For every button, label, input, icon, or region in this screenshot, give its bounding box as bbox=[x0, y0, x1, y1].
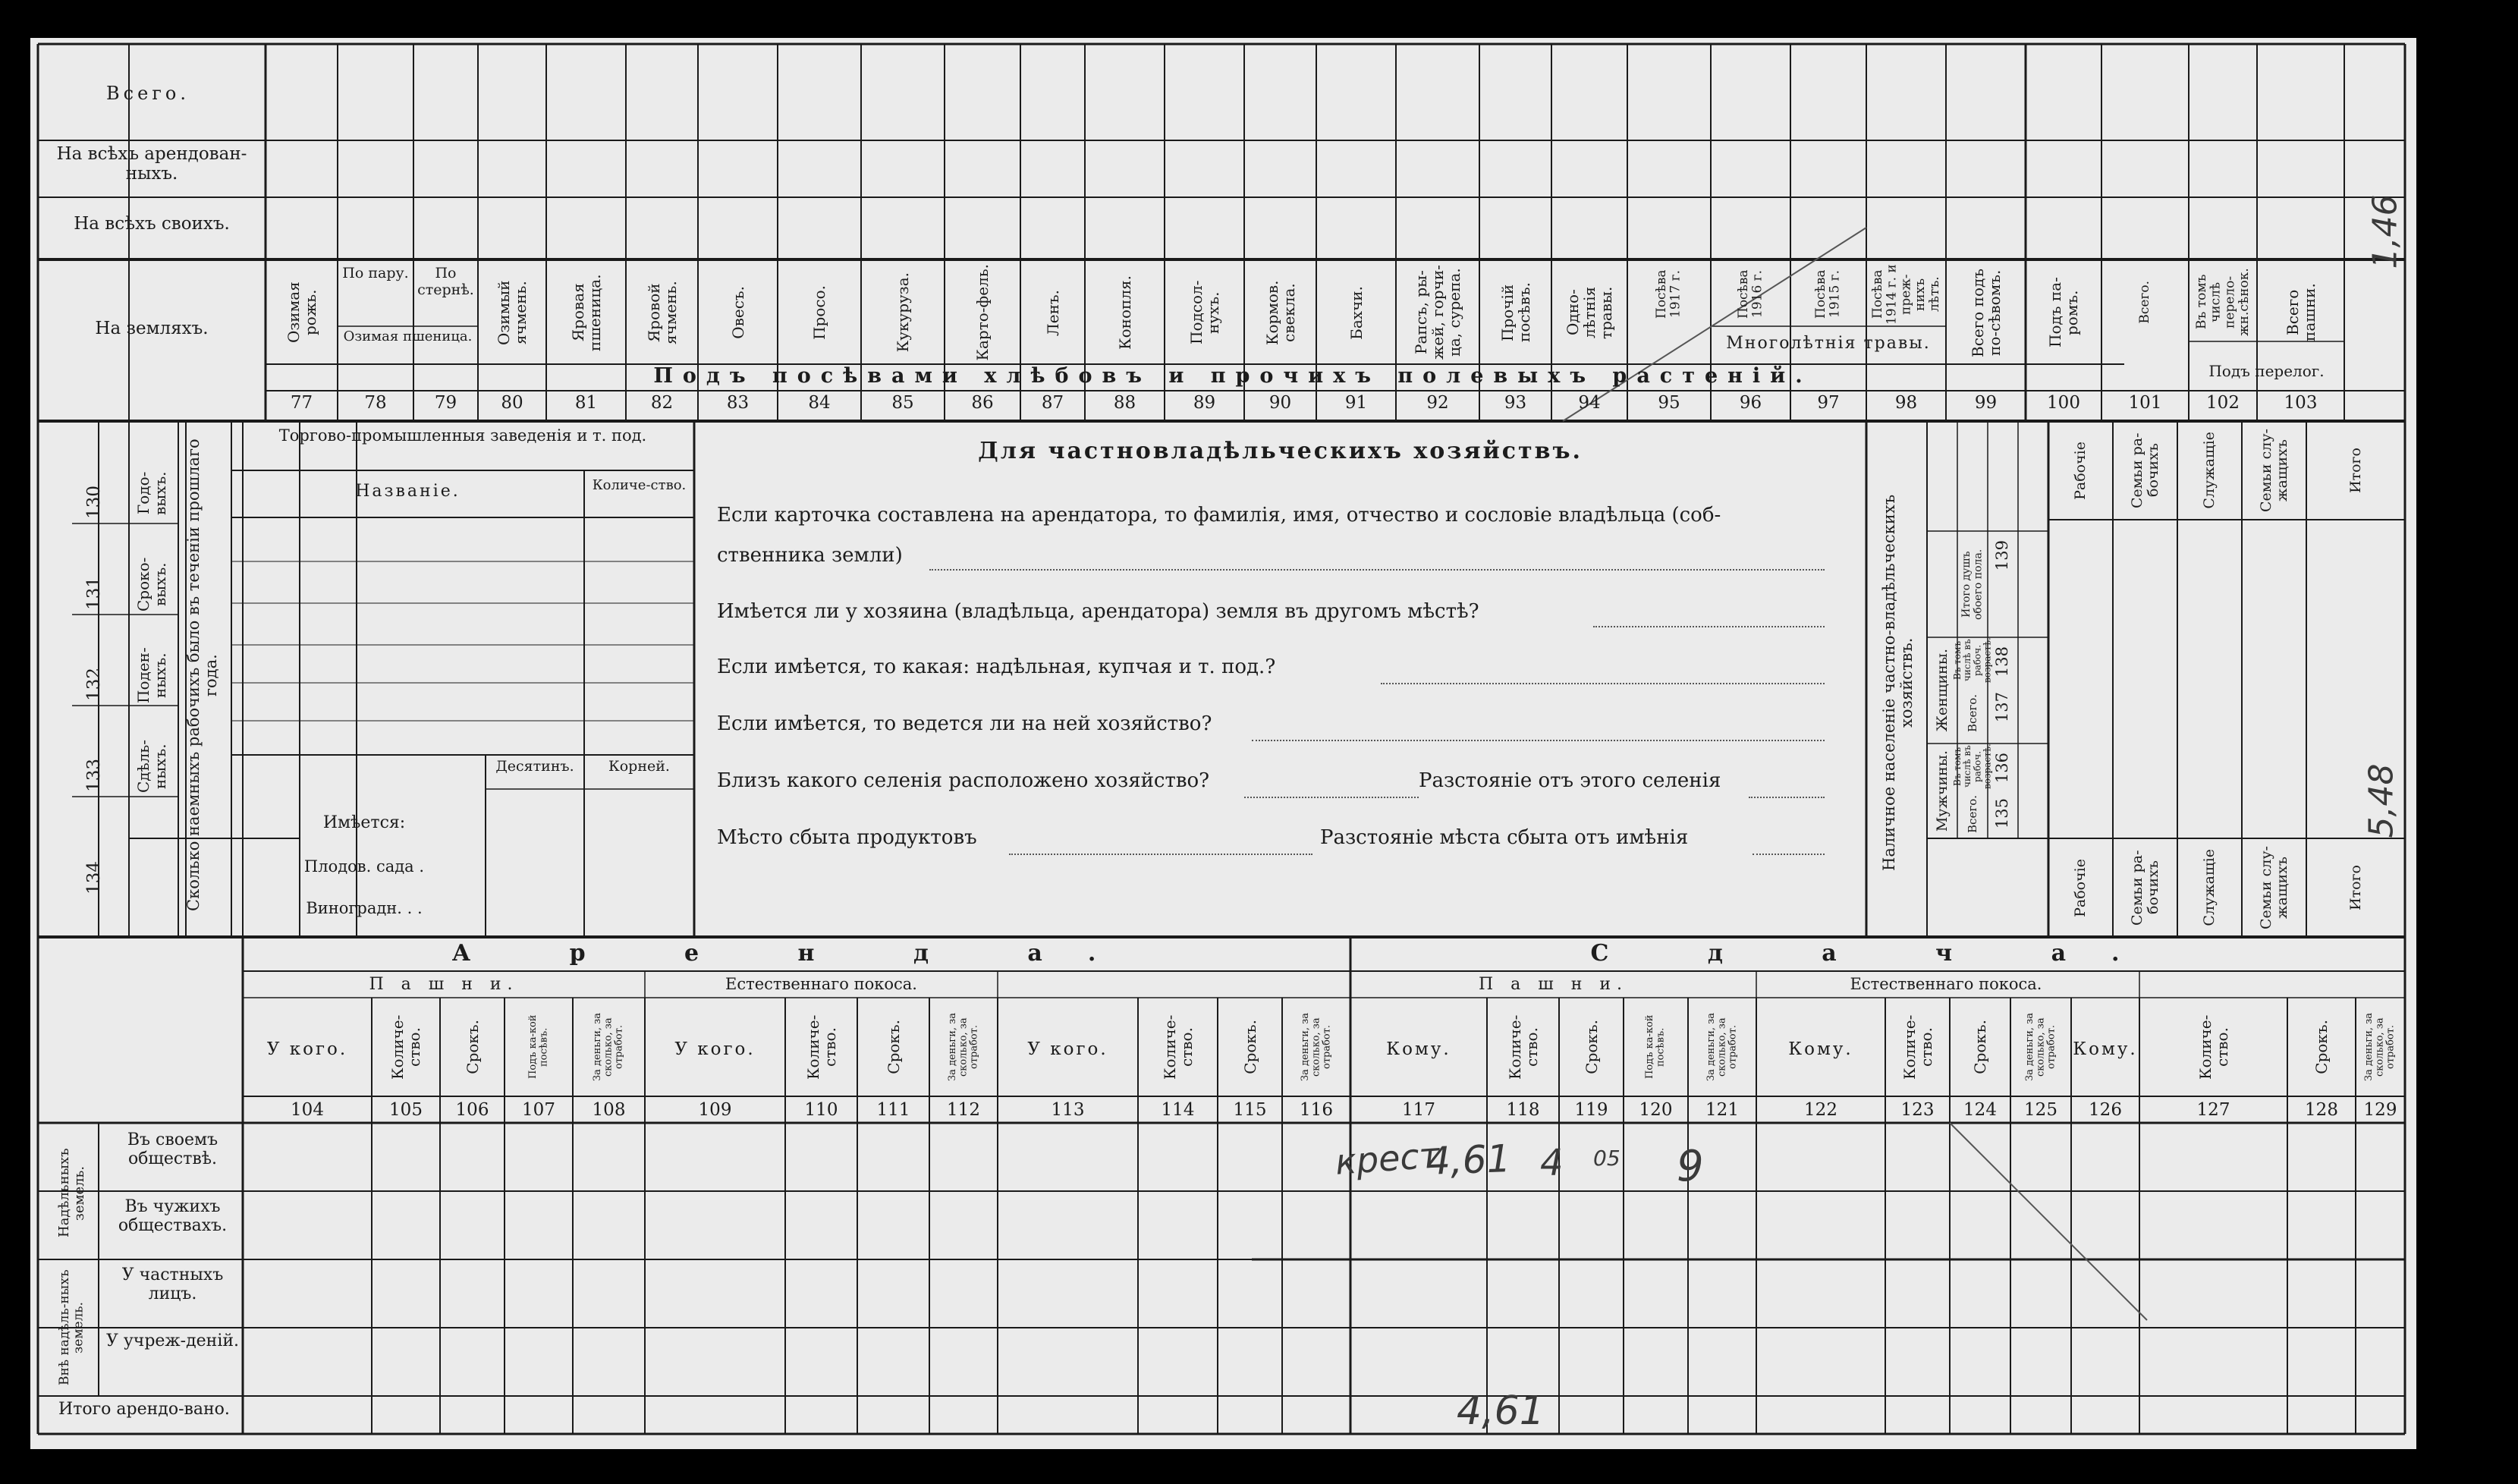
lease-col-123-label-text: Количе-ство. bbox=[1900, 1014, 1935, 1080]
q5b-line bbox=[1749, 797, 1825, 798]
vne-group bbox=[46, 1263, 99, 1392]
q5a-line bbox=[1244, 797, 1419, 798]
crop-col-83-number: 83 bbox=[726, 393, 750, 413]
lease-col-107-label bbox=[505, 1001, 573, 1093]
pod-perelog-label: Подъ перелог. bbox=[2208, 362, 2325, 380]
q5b: Разстояніе отъ этого селенія bbox=[1419, 769, 1721, 792]
pop-women-rab bbox=[1951, 637, 1993, 683]
crop-col-94-label-text: Одно-лѣтнія травы. bbox=[1564, 286, 1615, 339]
crop-col-93-number: 93 bbox=[1504, 393, 1527, 413]
sdacha-pashni: П а ш н и. bbox=[1478, 975, 1629, 994]
hired-col-num-133 bbox=[72, 759, 118, 792]
crop-col-89-label-text: Подсол-нухъ. bbox=[1187, 280, 1222, 345]
lease-col-120-label-text: Подъ ка-кой посѣвъ. bbox=[1644, 1014, 1667, 1080]
pop-top-col-3-text: Семьи слу-жащихъ bbox=[2257, 429, 2290, 512]
crop-col-102-label bbox=[2189, 264, 2257, 340]
trade-sad: Плодов. сада . bbox=[303, 857, 425, 876]
trade-korney: Корней. bbox=[608, 758, 670, 775]
lease-col-128-label-text: Срокъ. bbox=[2312, 1020, 2331, 1074]
lease-col-112-label-text: За деньги, за сколько, за отработ. bbox=[946, 1013, 980, 1082]
crop-col-91-number: 91 bbox=[1344, 393, 1368, 413]
lease-col-109-number: 109 bbox=[698, 1100, 732, 1120]
q3: Если имѣется, то какая: надѣльная, купчая и т. под.? bbox=[717, 656, 1276, 678]
lease-col-108-label-text: За деньги, за сколько, за отработ. bbox=[592, 1013, 625, 1082]
pop-men-rab-text: Въ томъ числѣ въ рабоч. возрастѣ. bbox=[1951, 744, 1993, 789]
crop-col-92-label bbox=[1396, 264, 1479, 361]
pop-top-col-4 bbox=[2306, 425, 2405, 516]
pop-women-text: Женщины. bbox=[1933, 649, 1951, 732]
crop-col-84-number: 84 bbox=[808, 393, 831, 413]
crop-col-86-label-text: Карто-фель. bbox=[973, 264, 992, 361]
crop-col-91-label bbox=[1316, 264, 1396, 361]
crop-col-95-label bbox=[1627, 264, 1711, 325]
crop-col-88-label-text: Конопля. bbox=[1115, 275, 1134, 350]
crop-col-85-number: 85 bbox=[891, 393, 914, 413]
lease-col-121-number: 121 bbox=[1705, 1100, 1739, 1120]
crops-banner: Подъ посѣвами хлѣбовъ и прочихъ полевыхъ растеній. bbox=[653, 364, 1812, 388]
crop-col-77-label bbox=[266, 264, 338, 361]
crop-col-88-number: 88 bbox=[1113, 393, 1136, 413]
crop-col-90-label bbox=[1244, 264, 1316, 361]
crop-col-84-label-text: Просо. bbox=[810, 285, 828, 340]
lease-col-118-label-text: Количе-ство. bbox=[1505, 1014, 1541, 1080]
row-uchrezh: У учреж-деній. bbox=[105, 1332, 240, 1350]
crop-col-87-number: 87 bbox=[1041, 393, 1064, 413]
crop-col-82-label-text: Яровой ячмень. bbox=[644, 281, 680, 344]
pop-num-139-text: 139 bbox=[1993, 540, 2012, 571]
crop-col-94-label bbox=[1551, 264, 1627, 361]
row-label-arendovannyh: На всѣхъ арендован-ныхъ. bbox=[56, 144, 247, 184]
pop-num-137 bbox=[1988, 687, 2018, 728]
crop-col-103-label bbox=[2257, 264, 2344, 361]
lease-col-122-number: 122 bbox=[1804, 1100, 1837, 1120]
crop-col-88-label bbox=[1085, 264, 1165, 361]
pop-top-col-1 bbox=[2113, 425, 2177, 516]
hired-col-label-130 bbox=[125, 451, 178, 535]
crop-col-81-label-text: Яровая пшеница. bbox=[568, 274, 604, 351]
crop-col-83-label bbox=[698, 264, 778, 361]
crop-col-100-number: 100 bbox=[2047, 393, 2080, 413]
crop-col-84-label bbox=[778, 264, 861, 361]
lease-col-119-label-text: Срокъ. bbox=[1582, 1020, 1601, 1074]
crop-col-101-label bbox=[2101, 264, 2189, 340]
lease-col-127-number: 127 bbox=[2196, 1100, 2230, 1120]
nadel-group bbox=[46, 1130, 99, 1256]
q6b-line bbox=[1753, 854, 1825, 855]
lease-col-124-label-text: Срокъ. bbox=[1971, 1020, 1989, 1074]
crop-col-96-number: 96 bbox=[1739, 393, 1762, 413]
lease-col-115-label bbox=[1218, 1001, 1282, 1093]
trade-name-header: Названіе. bbox=[355, 482, 461, 501]
q6a-line bbox=[1009, 854, 1312, 855]
crop-col-100-label bbox=[2026, 264, 2101, 361]
hired-workers-title bbox=[174, 432, 231, 918]
crop-col-93-label bbox=[1479, 264, 1551, 361]
crop-col-85-label-text: Кукуруза. bbox=[894, 272, 912, 353]
crop-col-100-label-text: Подъ па-ромъ. bbox=[2046, 277, 2081, 348]
pop-bottom-col-2 bbox=[2177, 842, 2242, 933]
crop-col-96-label bbox=[1711, 264, 1790, 325]
crop-col-90-label-text: Кормов. свекла. bbox=[1262, 280, 1298, 345]
pencil-stroke-2 bbox=[1950, 1123, 2147, 1320]
crop-col-102-number: 102 bbox=[2206, 393, 2240, 413]
crop-col-101-number: 101 bbox=[2128, 393, 2162, 413]
row-label-vsego: Всего. bbox=[106, 83, 190, 104]
handwritten-margin-1: 1,46 bbox=[2366, 194, 2405, 269]
handwritten-term: 4 bbox=[1540, 1142, 1564, 1184]
lease-col-114-label-text: Количе-ство. bbox=[1160, 1014, 1196, 1080]
crop-col-92-label-text: Рапсъ, ры-жей, горчи-ца, сурепа. bbox=[1412, 265, 1463, 360]
pop-top-col-3 bbox=[2242, 425, 2306, 516]
pop-num-135 bbox=[1988, 793, 2018, 835]
hired-col-label-130-text: Годо-выхъ. bbox=[134, 471, 169, 515]
lease-col-104-number: 104 bbox=[291, 1100, 324, 1120]
crop-col-83-label-text: Овесъ. bbox=[728, 286, 747, 339]
hired-col-label-133-text: Сдѣль-ныхъ. bbox=[134, 739, 169, 794]
hired-col-num-132 bbox=[72, 668, 118, 701]
crop-col-95-label-text: Посѣва 1917 г. bbox=[1654, 269, 1683, 319]
lease-col-124-label bbox=[1950, 1001, 2010, 1093]
crop-col-97-number: 97 bbox=[1817, 393, 1840, 413]
hired-col-num-133-text: 133 bbox=[84, 759, 105, 792]
lease-col-129-label-text: За деньги, за сколько, за отработ. bbox=[2363, 1013, 2397, 1082]
crop-col-87-label-text: Ленъ. bbox=[1043, 289, 1062, 336]
pop-men-text: Мужчины. bbox=[1933, 750, 1951, 832]
nadel-group-text: Надѣльныхъ земель. bbox=[56, 1148, 87, 1238]
trade-vinograd: Виноградн. . . bbox=[306, 899, 423, 917]
pop-bottom-col-3-text: Семьи слу-жащихъ bbox=[2257, 846, 2290, 929]
lease-col-118-label bbox=[1487, 1001, 1559, 1093]
crop-col-87-label bbox=[1020, 264, 1085, 361]
lease-col-112-label bbox=[929, 1001, 998, 1093]
hired-col-num-134 bbox=[72, 861, 118, 894]
lease-col-105-label-text: Количе-ство. bbox=[388, 1014, 423, 1080]
crop-col-102-label-text: Въ томъ числѣ перело-жн.сѣнок. bbox=[2193, 268, 2252, 336]
crop-col-86-label bbox=[945, 264, 1020, 361]
trade-desyatin: Десятинъ. bbox=[495, 758, 574, 775]
row-itogo: Итого арендо-вано. bbox=[58, 1400, 230, 1419]
handwritten-margin-2: 5,48 bbox=[2362, 763, 2401, 838]
hired-workers-title-text: Сколько наемныхъ рабочихъ было въ теченіи прошлаго года. bbox=[184, 439, 221, 912]
pop-num-139 bbox=[1988, 535, 2018, 577]
lease-col-107-number: 107 bbox=[522, 1100, 555, 1120]
pop-bottom-col-4 bbox=[2306, 842, 2405, 933]
pop-top-col-1-text: Семьи ра-бочихъ bbox=[2128, 432, 2161, 508]
handwritten-sub: 05 bbox=[1593, 1146, 1621, 1171]
lease-col-109-label: У кого. bbox=[674, 1039, 756, 1059]
handwritten-word: крест bbox=[1334, 1134, 1441, 1183]
arenda-title: А р е н д а. bbox=[451, 940, 1142, 967]
pop-bottom-col-0 bbox=[2048, 842, 2113, 933]
lease-col-116-number: 116 bbox=[1300, 1100, 1333, 1120]
lease-col-111-label bbox=[857, 1001, 929, 1093]
crop-col-82-label bbox=[626, 264, 698, 361]
pop-num-138 bbox=[1988, 641, 2018, 683]
lease-col-111-label-text: Срокъ. bbox=[884, 1020, 903, 1074]
crop-col-103-label-text: Всего пашни. bbox=[2283, 283, 2318, 342]
private-title: Для частновладѣльческихъ хозяйствъ. bbox=[978, 438, 1583, 464]
pop-num-138-text: 138 bbox=[1993, 646, 2012, 678]
pop-men-vsego bbox=[1957, 789, 1988, 838]
crop-col-85-label bbox=[861, 264, 945, 361]
pop-num-135-text: 135 bbox=[1993, 798, 2012, 829]
lease-col-117-label: Кому. bbox=[1386, 1039, 1451, 1059]
crop-col-99-label-text: Всего подъ по-сѣвомъ. bbox=[1968, 268, 2004, 357]
form-grid-lines bbox=[30, 38, 2416, 1449]
lease-col-106-label bbox=[440, 1001, 505, 1093]
lease-col-123-number: 123 bbox=[1900, 1100, 1935, 1120]
row-svoem: Въ своемъ обществѣ. bbox=[127, 1130, 218, 1169]
lease-col-123-label bbox=[1885, 1001, 1950, 1093]
crop-col-96-label-text: Посѣва 1916 г. bbox=[1735, 269, 1765, 319]
population-title-text: Наличное населеніе частно-владѣльческихъ хозяйствъ. bbox=[1880, 494, 1916, 872]
trade-title: Торгово-промышленныя заведенія и т. под. bbox=[278, 426, 647, 445]
crop-col-80-label bbox=[478, 264, 546, 361]
lease-col-116-label bbox=[1282, 1001, 1350, 1093]
hired-col-label-131-text: Сроко-выхъ. bbox=[134, 557, 169, 612]
q1b: ственника земли) bbox=[717, 544, 903, 567]
lease-col-114-number: 114 bbox=[1161, 1100, 1195, 1120]
lease-col-114-label bbox=[1138, 1001, 1218, 1093]
crop-col-90-number: 90 bbox=[1268, 393, 1292, 413]
lease-col-120-label bbox=[1624, 1001, 1688, 1093]
sdacha-title: С д а ч а. bbox=[1590, 940, 2165, 967]
lease-col-113-label: У кого. bbox=[1027, 1039, 1108, 1059]
lease-col-121-label-text: За деньги, за сколько, за отработ. bbox=[1705, 1013, 1739, 1082]
lease-col-115-label-text: Срокъ. bbox=[1240, 1020, 1259, 1074]
crop-col-91-label-text: Бахчи. bbox=[1347, 285, 1366, 340]
row-chuzhih: Въ чужихъ обществахъ. bbox=[118, 1197, 228, 1236]
crop-col-89-label bbox=[1165, 264, 1244, 361]
crop-col-103-number: 103 bbox=[2284, 393, 2318, 413]
crop-col-98-label-text: Посѣва 1914 г. и преж-нихъ лѣтъ. bbox=[1869, 264, 1942, 325]
lease-col-126-number: 126 bbox=[2089, 1100, 2122, 1120]
lease-col-129-number: 129 bbox=[2363, 1100, 2397, 1120]
lease-col-116-label-text: За деньги, за сколько, за отработ. bbox=[1299, 1013, 1333, 1082]
lease-col-128-label bbox=[2287, 1001, 2356, 1093]
crop-col-82-number: 82 bbox=[650, 393, 674, 413]
q1a: Если карточка составлена на арендатора, то фамилія, имя, отчество и сословіе владѣльца (соб- bbox=[717, 504, 1721, 527]
crop-col-99-label bbox=[1946, 264, 2026, 361]
ozimaya-pshenitsa-label: Озимая пшеница. bbox=[343, 329, 473, 344]
handwritten-total: 4,61 bbox=[1457, 1388, 1545, 1434]
lease-col-112-number: 112 bbox=[947, 1100, 980, 1120]
vne-group-text: Внѣ надѣль-ныхъ земель. bbox=[57, 1269, 86, 1386]
lease-col-106-number: 106 bbox=[455, 1100, 489, 1120]
crop-col-77-number: 77 bbox=[290, 393, 313, 413]
pop-top-col-2 bbox=[2177, 425, 2242, 516]
pop-top-col-0-text: Рабочіе bbox=[2072, 441, 2089, 500]
q1b-line bbox=[929, 569, 1825, 571]
row-label-svoih: На всѣхъ своихъ. bbox=[74, 214, 230, 234]
crop-col-80-label-text: Озимый ячмень. bbox=[495, 280, 530, 345]
crop-col-95-number: 95 bbox=[1658, 393, 1680, 413]
mnogoletnie-travy-label: Многолѣтнія травы. bbox=[1726, 334, 1931, 353]
lease-col-108-number: 108 bbox=[592, 1100, 626, 1120]
hired-col-num-131-text: 131 bbox=[84, 577, 105, 610]
lease-col-120-number: 120 bbox=[1639, 1100, 1673, 1120]
pop-num-136-text: 136 bbox=[1993, 753, 2012, 784]
pop-bottom-col-2-text: Служащіе bbox=[2201, 849, 2218, 926]
hired-col-num-132-text: 132 bbox=[84, 668, 105, 701]
crop-col-81-number: 81 bbox=[574, 393, 598, 413]
lease-col-106-label-text: Срокъ. bbox=[463, 1020, 482, 1074]
sdacha-pokos: Естественнаго покоса. bbox=[1850, 975, 2042, 993]
lease-col-110-label bbox=[785, 1001, 857, 1093]
crop-col-78-label: По пару. bbox=[342, 265, 409, 281]
trade-imeetsya: Имѣется: bbox=[322, 813, 406, 832]
crop-col-97-label-text: Посѣва 1915 г. bbox=[1813, 269, 1843, 319]
lease-col-121-label bbox=[1688, 1001, 1756, 1093]
crop-col-97-label bbox=[1790, 264, 1866, 325]
q4-line bbox=[1252, 740, 1825, 741]
handwritten-qty: 4,61 bbox=[1426, 1137, 1512, 1184]
crop-col-89-number: 89 bbox=[1193, 393, 1216, 413]
lease-col-115-number: 115 bbox=[1233, 1100, 1267, 1120]
lease-col-118-number: 118 bbox=[1506, 1100, 1540, 1120]
hired-col-num-134-text: 134 bbox=[84, 861, 105, 894]
q2-line bbox=[1593, 626, 1825, 627]
arenda-pashni: П а ш н и. bbox=[369, 975, 519, 994]
lease-col-125-number: 125 bbox=[2024, 1100, 2057, 1120]
lease-col-126-label: Кому. bbox=[2073, 1039, 2138, 1059]
q6b: Разстояніе мѣста сбыта отъ имѣнія bbox=[1320, 826, 1689, 849]
crop-col-94-number: 94 bbox=[1578, 393, 1601, 413]
lease-col-129-label bbox=[2356, 1001, 2405, 1093]
crop-col-86-number: 86 bbox=[971, 393, 994, 413]
pop-bottom-col-0-text: Рабочіе bbox=[2072, 858, 2089, 917]
pop-bottom-col-4-text: Итого bbox=[2347, 865, 2364, 910]
hired-col-label-132 bbox=[125, 634, 178, 717]
q6a: Мѣсто сбыта продуктовъ bbox=[717, 826, 977, 849]
pop-bottom-col-3 bbox=[2242, 842, 2306, 933]
lease-col-124-number: 124 bbox=[1963, 1100, 1997, 1120]
lease-col-111-number: 111 bbox=[876, 1100, 910, 1120]
crop-col-81-label bbox=[546, 264, 626, 361]
lease-col-108-label bbox=[573, 1001, 645, 1093]
pop-women-rab-text: Въ томъ числѣ въ рабоч. возрастѣ. bbox=[1951, 637, 1993, 683]
hired-col-label-133 bbox=[125, 725, 178, 808]
q4: Если имѣется, то ведется ли на ней хозяйство? bbox=[717, 712, 1212, 735]
lease-col-122-label: Кому. bbox=[1788, 1039, 1853, 1059]
lease-col-125-label-text: За деньги, за сколько, за отработ. bbox=[2023, 1013, 2057, 1082]
trade-qty-header: Количе-ство. bbox=[592, 477, 687, 493]
lease-col-117-number: 117 bbox=[1402, 1100, 1435, 1120]
crop-col-93-label-text: Прочій посѣвъ. bbox=[1498, 282, 1533, 343]
crop-col-77-label-text: Озимая рожь. bbox=[284, 281, 319, 344]
crop-col-78-number: 78 bbox=[364, 393, 387, 413]
lease-col-125-label bbox=[2010, 1001, 2071, 1093]
arenda-pokos: Естественнаго покоса. bbox=[725, 975, 917, 993]
population-title bbox=[1870, 448, 1927, 918]
q3-line bbox=[1381, 683, 1825, 684]
hired-col-label-132-text: Поден-ныхъ. bbox=[134, 647, 169, 703]
pop-men-rab bbox=[1951, 744, 1993, 789]
pop-num-136 bbox=[1988, 747, 2018, 789]
pop-women-vsego-text: Всего. bbox=[1965, 694, 1979, 732]
lease-col-110-label-text: Количе-ство. bbox=[803, 1014, 839, 1080]
lease-col-105-number: 105 bbox=[389, 1100, 423, 1120]
crop-col-79-number: 79 bbox=[434, 393, 457, 413]
lease-col-113-number: 113 bbox=[1051, 1100, 1085, 1120]
hired-col-num-131 bbox=[72, 577, 118, 610]
pop-top-col-4-text: Итого bbox=[2347, 448, 2364, 493]
lease-col-105-label bbox=[372, 1001, 440, 1093]
crop-col-92-number: 92 bbox=[1426, 393, 1449, 413]
hired-col-label-131 bbox=[125, 542, 178, 626]
lease-col-127-label bbox=[2139, 1001, 2287, 1093]
crop-col-98-number: 98 bbox=[1894, 393, 1918, 413]
crop-col-98-label bbox=[1866, 264, 1946, 325]
crop-col-99-number: 99 bbox=[1974, 393, 1998, 413]
handwritten-price: 9 bbox=[1677, 1142, 1704, 1191]
pop-num-137-text: 137 bbox=[1993, 692, 2012, 723]
q5a: Близъ какого селенія расположено хозяйство? bbox=[717, 769, 1210, 792]
pop-itogo bbox=[1957, 531, 1988, 637]
crop-col-79-label: По стернѣ. bbox=[417, 265, 474, 298]
hired-col-num-130-text: 130 bbox=[84, 486, 105, 519]
hired-col-num-130 bbox=[72, 486, 118, 519]
lease-col-107-label-text: Подъ ка-кой посѣвъ. bbox=[527, 1014, 549, 1080]
lease-col-110-number: 110 bbox=[804, 1100, 838, 1120]
lease-col-119-label bbox=[1559, 1001, 1624, 1093]
row-label-na-zemlyah: На земляхъ. bbox=[95, 319, 209, 338]
pop-bottom-col-1-text: Семьи ра-бочихъ bbox=[2128, 850, 2161, 926]
q2: Имѣется ли у хозяина (владѣльца, арендатора) земля въ другомъ мѣстѣ? bbox=[717, 600, 1479, 623]
row-chastnyh: У частныхъ лицъ. bbox=[121, 1265, 224, 1304]
crop-col-80-number: 80 bbox=[501, 393, 523, 413]
pop-men-vsego-text: Всего. bbox=[1965, 794, 1979, 833]
pop-top-col-2-text: Служащіе bbox=[2201, 432, 2218, 509]
pop-itogo-text: Итого душъ обоего пола. bbox=[1960, 549, 1984, 620]
census-card bbox=[30, 38, 2416, 1449]
lease-col-128-number: 128 bbox=[2305, 1100, 2338, 1120]
pop-bottom-col-1 bbox=[2113, 842, 2177, 933]
lease-col-119-number: 119 bbox=[1574, 1100, 1608, 1120]
crop-col-101-label-text: Всего. bbox=[2137, 280, 2153, 324]
lease-col-127-label-text: Количе-ство. bbox=[2196, 1014, 2231, 1080]
pop-top-col-0 bbox=[2048, 425, 2113, 516]
pop-women-vsego bbox=[1957, 683, 1988, 744]
lease-col-104-label: У кого. bbox=[266, 1039, 348, 1059]
